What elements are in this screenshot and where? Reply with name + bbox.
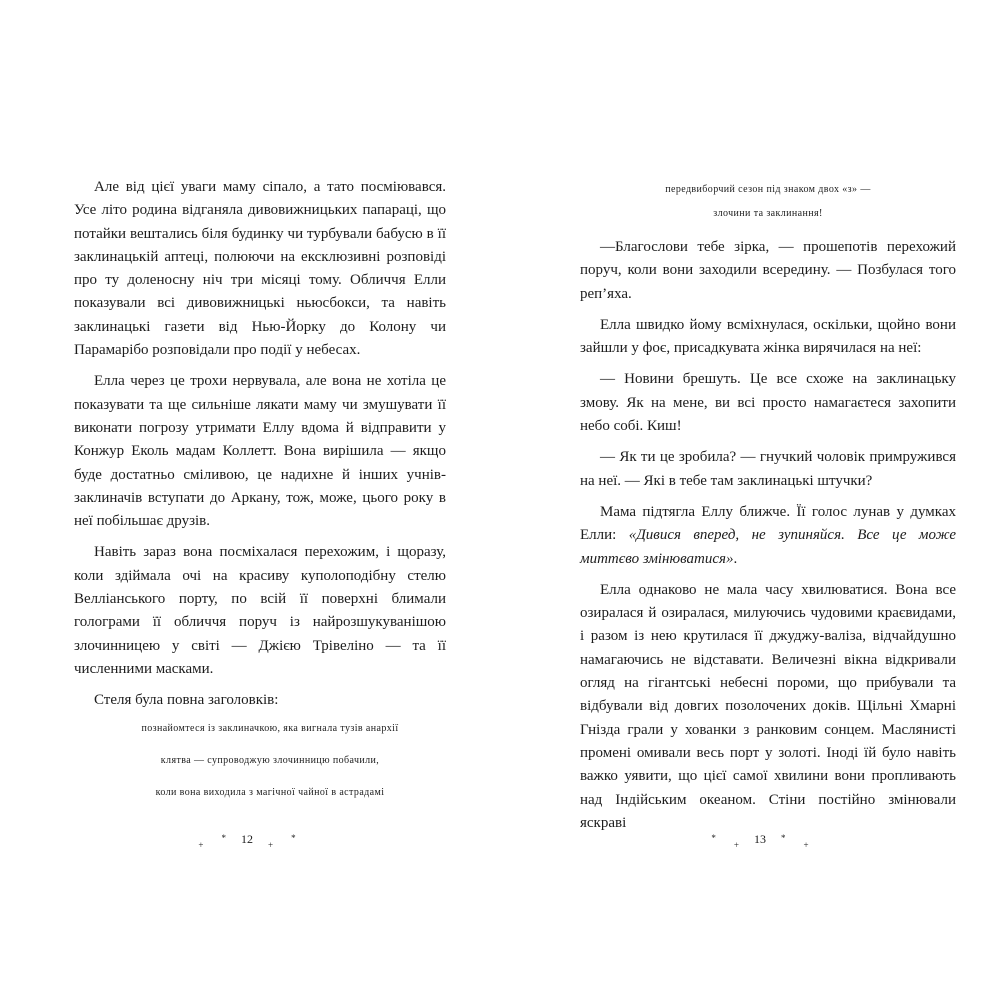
headline: коли вона виходила з магічної чайної в астрадамі	[155, 786, 385, 798]
folio-ornament: +	[803, 839, 809, 850]
folio-ornament: +	[733, 839, 739, 850]
italic-quote: «Дивися вперед, не зупиняйся. Все це може миттєво змінюватися»	[580, 527, 957, 567]
paragraph: —Благослови тебе зірка, — прошепотів перехожий поруч, коли вони заходили всередину. — Позбулася того реп’яха.	[580, 239, 956, 302]
folio-ornament: *	[291, 832, 296, 843]
folio-ornament: *	[221, 832, 226, 843]
running-head-line: злочини та заклинання!	[713, 208, 823, 219]
page-number: 12	[241, 832, 253, 846]
page-number: 13	[754, 832, 766, 846]
paragraph: Елла через це трохи нервувала, але вона не хотіла це показувати та ще сильніше лякати маму чи змушувати її виконати погрозу утримати Еллу вдома й відправити у Конжур Еколь мадам Коллетт. Вона вирішила — якщо буде достатньо сміливою, це надихне й інших учнів-заклиначів вступати до Аркану, тож, може, цього року в неї побільшає друзів.	[74, 373, 446, 530]
paragraph: Елла однаково не мала часу хвилюватися. Вона все озиралася й озиралася, милуючись чудовими краєвидами, і разом із нею крутилася її джуджу-валіза, відчайдушно намагаючись не відставати. Величезні вікна відкривали огляд на гігантські небесні пороми, що прибували та відбували від довгих позолочених доків. Щільні Хмарні Гнізда грали у хованки з ранковим сонцем. Маслянисті промені омивали весь порт у золоті. Іноді їй було навіть важко уявити, що цієї самої хвилини вони пропливають над Індійським океаном. Стіни постійно змінювали яскраві	[580, 581, 956, 831]
folio	[167, 832, 327, 850]
running-head-line: передвиборчий сезон під знаком двох «з» —	[665, 184, 871, 195]
headline-block	[74, 717, 446, 741]
headline: познайомтеся із заклиначкою, яка вигнала тузів анархії	[141, 722, 399, 734]
running-head	[580, 178, 956, 226]
paragraph: Навіть зараз вона посміхалася перехожим, і щоразу, коли здіймала очі на красиву куполоподібну стелю Велліанського порту, по всій її поверхні блимали голограми її обличчя поруч із найрозшукуванішою злочинницею у світі — Джією Трівеліно — та її численними масками.	[74, 544, 446, 677]
headline: клятва — супроводжую злочинницю побачили,	[160, 754, 380, 766]
right-page	[500, 0, 1000, 1000]
left-page-body	[74, 176, 446, 813]
folio-ornament: +	[198, 839, 204, 850]
headline-block	[74, 749, 446, 805]
folio-ornament: +	[268, 839, 274, 850]
folio-ornament: *	[711, 832, 716, 843]
paragraph: — Як ти це зробила? — гнучкий чоловік примружився на неї. — Які в тебе там заклинацькі штучки?	[580, 449, 956, 489]
right-page-body	[580, 236, 956, 843]
folio	[680, 832, 840, 850]
paragraph-with-italic-quote: Мама підтягла Еллу ближче. Її голос лунав у думках Елли: «Дивися вперед, не зупиняйся. Все це може миттєво змінюватися».	[580, 503, 957, 567]
paragraph: Стеля була повна заголовків:	[94, 692, 279, 709]
paragraph: Але від цієї уваги маму сіпало, а тато посміювався. Усе літо родина відганяла дивовижницьких папараці, що потайки вештались біля будинку чи турбували бабусю в її заклинацькій аптеці, полюючи на ексклюзивні розповіді про ту доленосну ніч три місяці тому. Обличчя Елли показували всі дивовижницькі ньюсбокси, та навіть заклинацькі газети від Нью-Йорку до Колону чи Парамарібо розповідали про події у небесах.	[74, 179, 446, 359]
paragraph: — Новини брешуть. Це все схоже на заклинацьку змову. Як на мене, ви всі просто намагаєтеся захопити небо собі. Киш!	[580, 371, 956, 435]
folio-ornament: *	[781, 832, 786, 843]
paragraph: Елла швидко йому всміхнулася, оскільки, щойно вони зайшли у фоє, присадкувата жінка вирячилася на неї:	[580, 316, 956, 357]
